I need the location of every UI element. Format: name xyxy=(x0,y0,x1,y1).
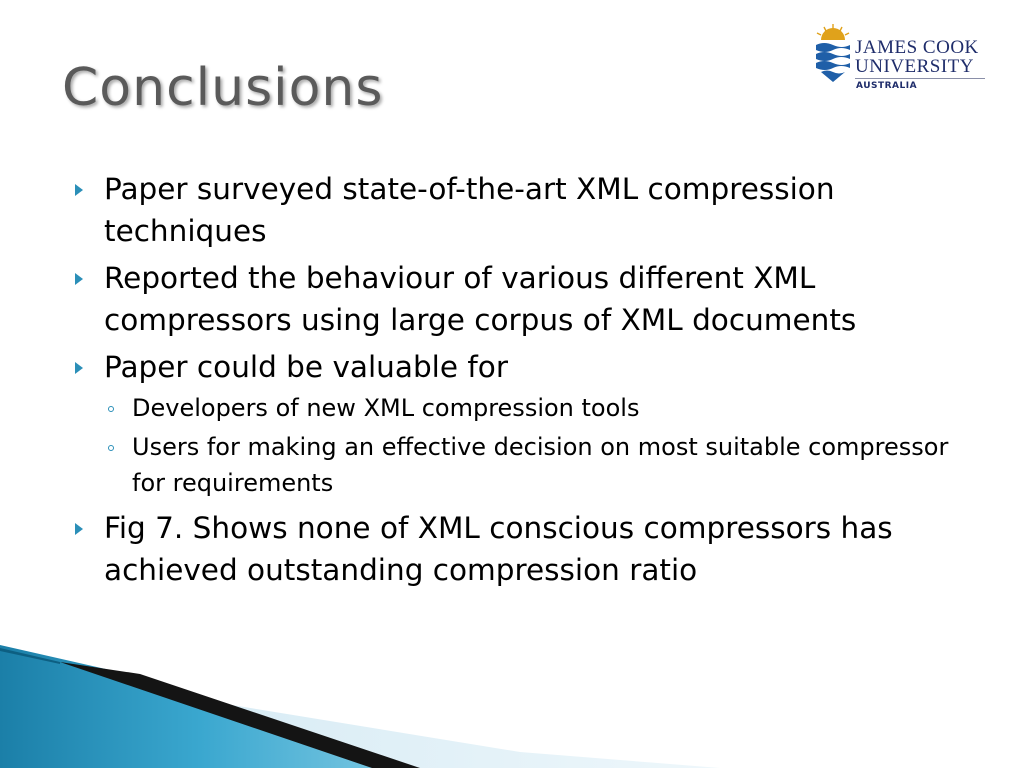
university-logo xyxy=(813,22,988,96)
logo-name-line2: UNIVERSITY xyxy=(855,56,974,77)
logo-name-line1: JAMES COOK xyxy=(855,37,979,58)
bullet-item xyxy=(72,346,972,388)
triangle-bullet-icon xyxy=(75,362,83,374)
bullet-text: Fig 7. Shows none of XML conscious compressors has achieved outstanding compression ratio xyxy=(104,511,893,587)
bullet-text: Paper could be valuable for xyxy=(104,350,508,384)
sub-bullet-list xyxy=(72,390,972,501)
slide-title: Conclusions xyxy=(62,58,384,118)
triangle-bullet-icon xyxy=(75,523,83,535)
logo-divider xyxy=(855,78,985,79)
bullet-list xyxy=(72,168,972,596)
bullet-item xyxy=(72,507,972,591)
sub-bullet-text: Users for making an effective decision on most suitable compressor for requirements xyxy=(132,433,949,497)
bullet-text: Paper surveyed state-of-the-art XML compression techniques xyxy=(104,172,835,248)
ring-bullet-icon xyxy=(108,445,114,451)
ring-bullet-icon xyxy=(108,406,114,412)
bullet-item xyxy=(72,168,972,252)
crest-icon xyxy=(813,22,853,86)
triangle-bullet-icon xyxy=(75,273,83,285)
logo-wordmark xyxy=(855,38,979,76)
sub-bullet-item xyxy=(72,429,972,501)
sub-bullet-text: Developers of new XML compression tools xyxy=(132,394,640,422)
bullet-text: Reported the behaviour of various different XML compressors using large corpus of XML documents xyxy=(104,261,857,337)
sub-bullet-item xyxy=(72,390,972,426)
triangle-bullet-icon xyxy=(75,184,83,196)
bullet-item xyxy=(72,257,972,341)
logo-country: AUSTRALIA xyxy=(856,81,918,91)
